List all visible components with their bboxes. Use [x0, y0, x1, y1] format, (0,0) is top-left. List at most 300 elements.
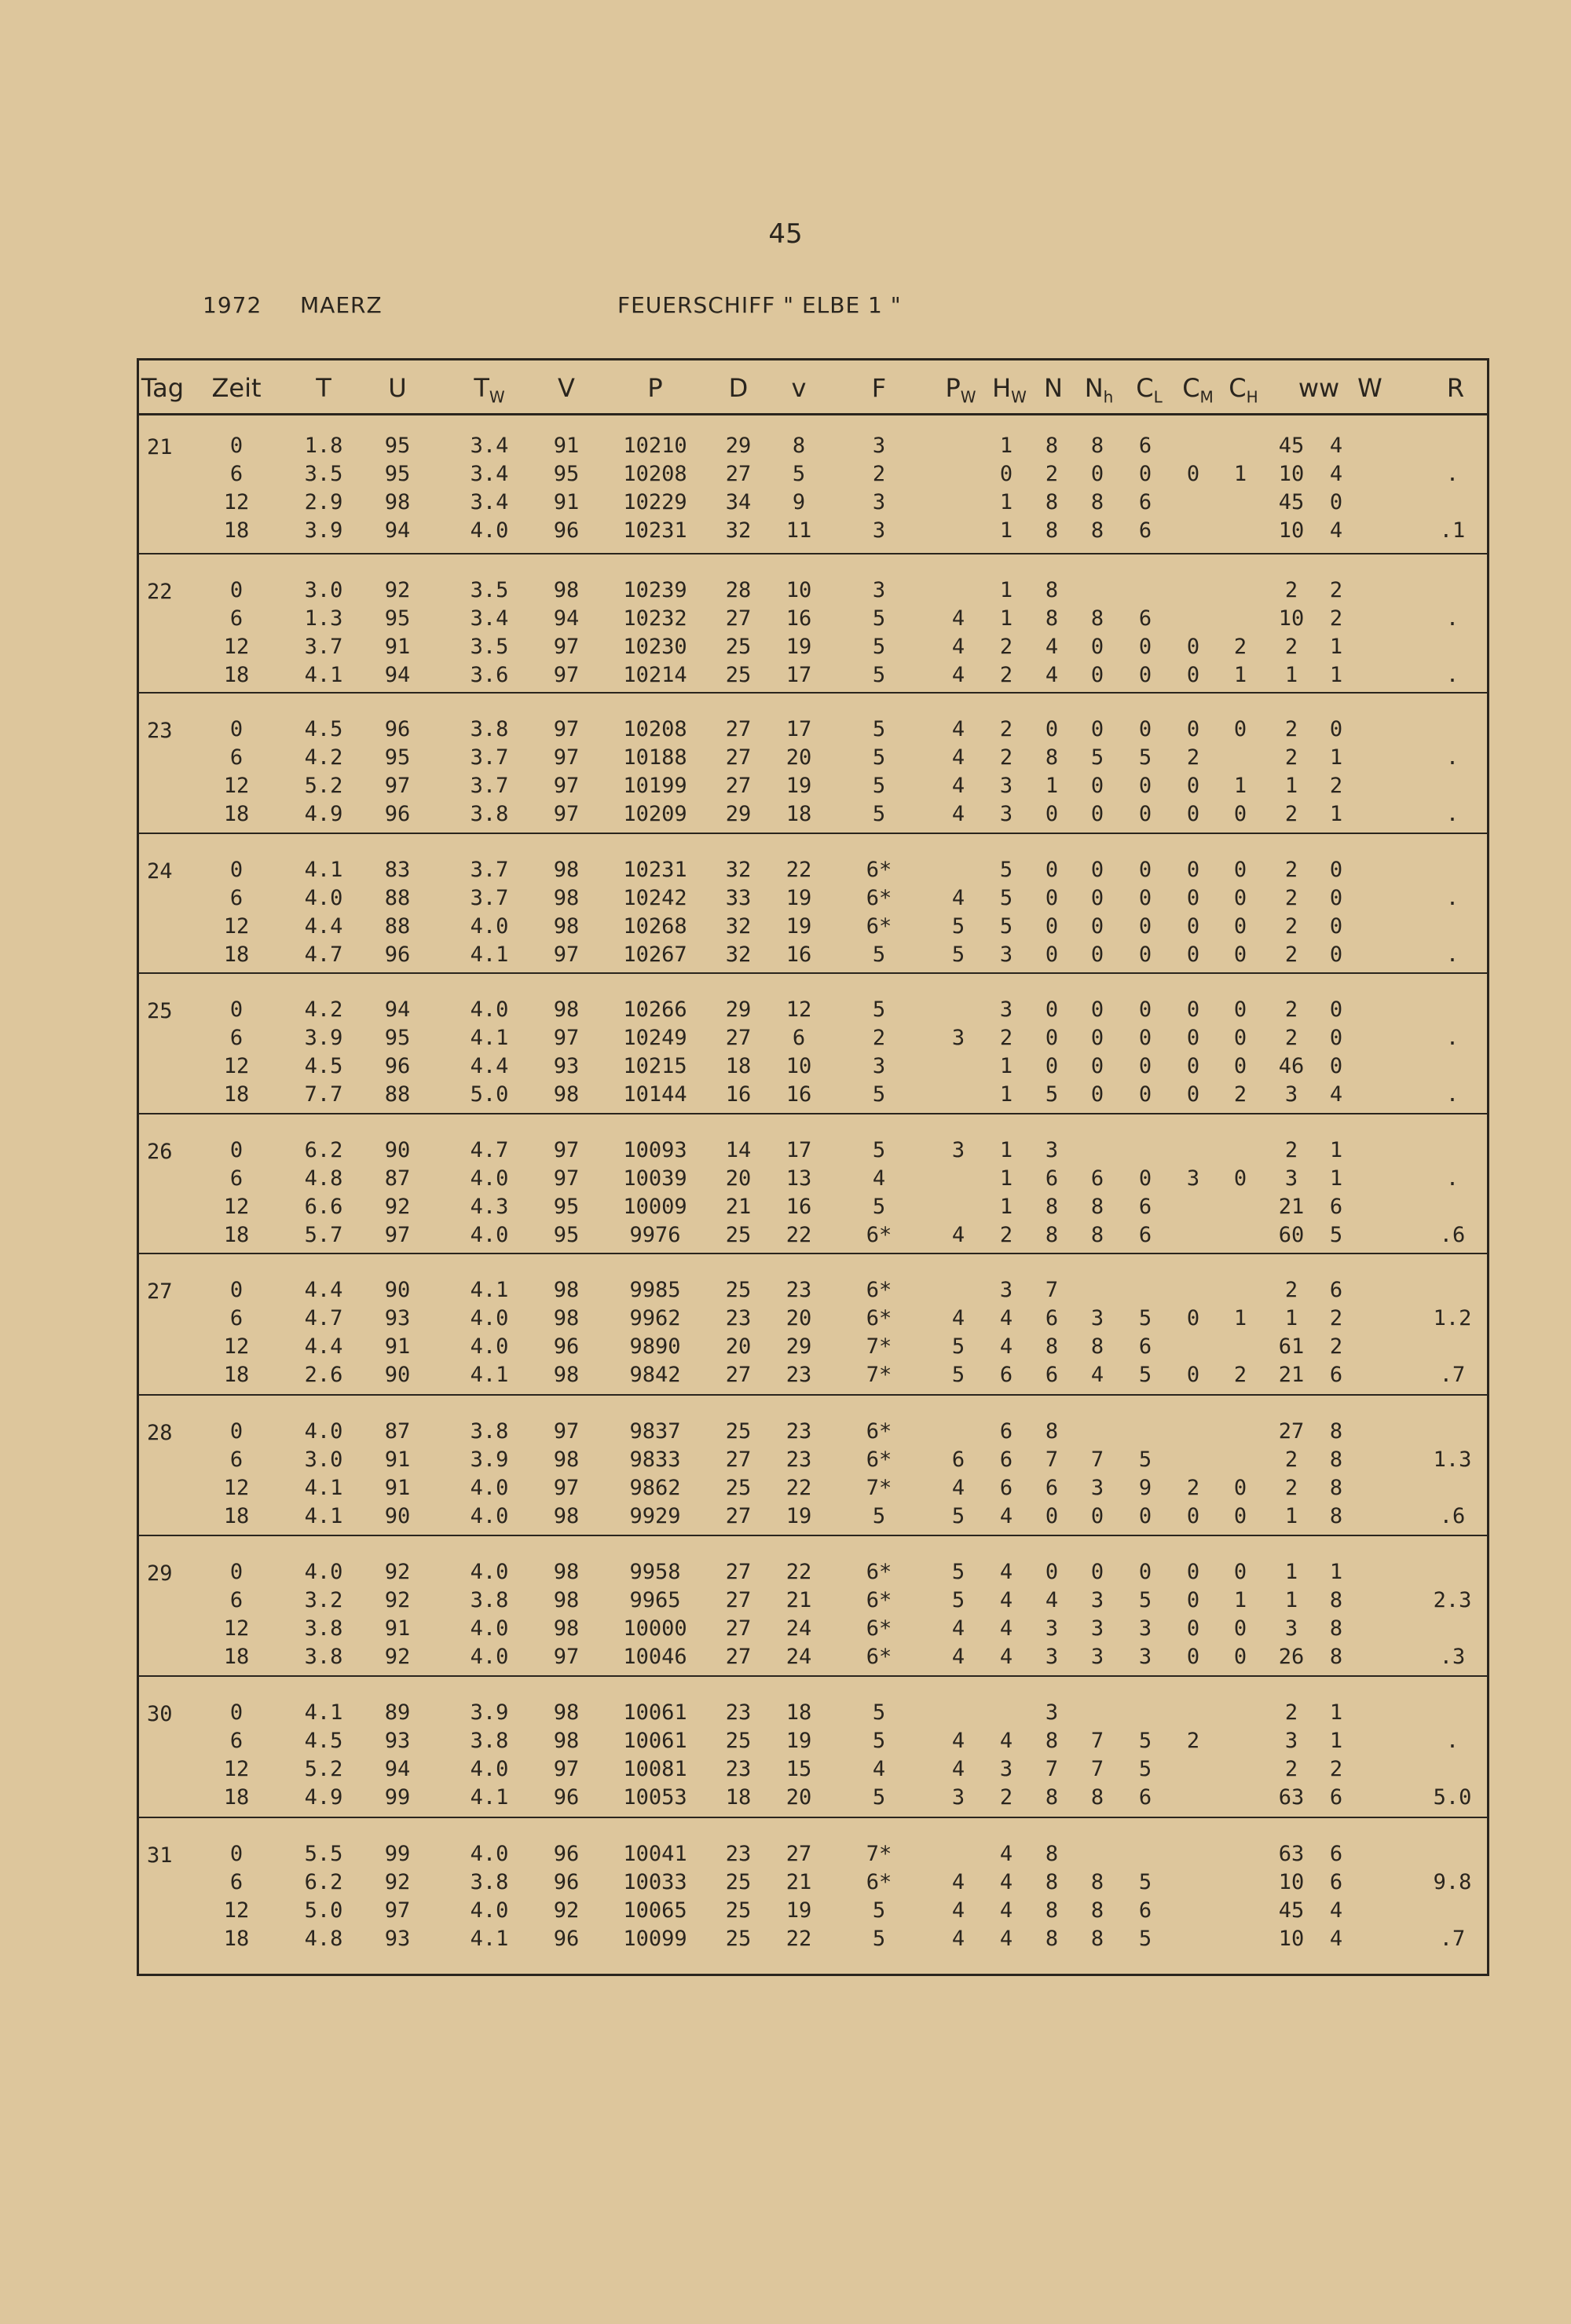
column-header-label: P	[945, 373, 961, 403]
cell-n: 4	[1045, 663, 1059, 687]
cell-t: 1.8	[304, 434, 343, 458]
cell-cm: 0	[1186, 1645, 1200, 1669]
cell-hw: 2	[999, 745, 1013, 770]
header-year: 1972	[203, 292, 262, 318]
cell-d: 25	[725, 1927, 752, 1951]
cell-p: 10053	[623, 1785, 687, 1810]
table-row	[139, 1334, 1487, 1363]
cell-w: 0	[1329, 858, 1343, 882]
table-row	[139, 663, 1487, 691]
cell-hw: 1	[999, 1166, 1013, 1191]
cell-hw: 4	[999, 1504, 1013, 1528]
cell-f: 3	[872, 490, 886, 514]
cell-ww: 10	[1278, 518, 1305, 543]
cell-tw: 3.8	[470, 1870, 509, 1894]
cell-cl: 0	[1138, 942, 1152, 967]
table-row	[139, 1447, 1487, 1476]
cell-hw: 4	[999, 1306, 1013, 1330]
cell-ww: 10	[1278, 1927, 1305, 1951]
cell-f: 5	[872, 1082, 886, 1107]
cell-f: 6*	[866, 1419, 892, 1444]
cell-ch: 0	[1233, 1026, 1247, 1050]
cell-w: 2	[1329, 606, 1343, 631]
cell-v: 13	[786, 1166, 812, 1191]
day-label: 25	[147, 999, 173, 1023]
cell-nh: 8	[1090, 1870, 1104, 1894]
cell-ch: 2	[1233, 635, 1247, 659]
cell-w: 4	[1329, 1927, 1343, 1951]
cell-ch: 2	[1233, 1363, 1247, 1387]
cell-v: 97	[553, 717, 580, 741]
cell-hw: 3	[999, 997, 1013, 1022]
cell-v: 22	[786, 1560, 812, 1584]
cell-t: 4.1	[304, 858, 343, 882]
cell-n: 8	[1045, 578, 1059, 602]
cell-cl: 0	[1138, 1560, 1152, 1584]
cell-tw: 4.0	[470, 997, 509, 1022]
cell-f: 5	[872, 635, 886, 659]
cell-r: 1.3	[1433, 1447, 1472, 1472]
cell-p: 10266	[623, 997, 687, 1022]
cell-v: 18	[786, 1700, 812, 1725]
cell-d: 28	[725, 578, 752, 602]
cell-d: 27	[725, 717, 752, 741]
table-row	[139, 942, 1487, 971]
cell-u: 91	[384, 1616, 411, 1641]
cell-cl: 6	[1138, 434, 1152, 458]
cell-ww: 45	[1278, 490, 1305, 514]
cell-p: 10239	[623, 578, 687, 602]
cell-p: 9985	[629, 1278, 681, 1302]
column-header-1	[211, 373, 261, 403]
cell-nh: 8	[1090, 1927, 1104, 1951]
cell-ww: 1	[1284, 1560, 1298, 1584]
cell-d: 25	[725, 1898, 752, 1923]
cell-w: 8	[1329, 1419, 1343, 1444]
cell-nh: 0	[1090, 1026, 1104, 1050]
cell-f: 6*	[866, 1870, 892, 1894]
cell-tw: 4.0	[470, 1223, 509, 1247]
table-row	[139, 745, 1487, 774]
cell-ch: 2	[1233, 1082, 1247, 1107]
day-block-21	[139, 410, 1487, 553]
cell-nh: 7	[1090, 1729, 1104, 1753]
cell-t: 5.2	[304, 1757, 343, 1781]
cell-pw: 5	[951, 914, 965, 939]
cell-zeit: 0	[229, 1700, 244, 1725]
cell-d: 27	[725, 1363, 752, 1387]
day-label: 28	[147, 1421, 173, 1445]
cell-w: 1	[1329, 1729, 1343, 1753]
cell-n: 4	[1045, 1588, 1059, 1612]
cell-v: 92	[553, 1898, 580, 1923]
cell-w: 0	[1329, 942, 1343, 967]
cell-ww: 2	[1284, 1700, 1298, 1725]
cell-ww: 61	[1278, 1334, 1305, 1359]
cell-zeit: 6	[229, 745, 244, 770]
column-header-label: T	[316, 373, 331, 403]
cell-cl: 6	[1138, 1223, 1152, 1247]
cell-u: 92	[384, 1560, 411, 1584]
cell-zeit: 0	[229, 858, 244, 882]
cell-cl: 5	[1138, 745, 1152, 770]
cell-v: 19	[786, 886, 812, 910]
cell-cl: 6	[1138, 1334, 1152, 1359]
cell-hw: 2	[999, 635, 1013, 659]
day-label: 29	[147, 1561, 173, 1586]
cell-cl: 0	[1138, 1026, 1152, 1050]
cell-v: 23	[786, 1447, 812, 1472]
column-header-11	[992, 373, 1027, 406]
table-row	[139, 578, 1487, 606]
cell-f: 3	[872, 578, 886, 602]
cell-u: 94	[384, 1757, 411, 1781]
cell-t: 3.7	[304, 635, 343, 659]
cell-hw: 0	[999, 462, 1013, 486]
cell-t: 6.2	[304, 1138, 343, 1162]
column-header-label: Zeit	[211, 373, 262, 403]
cell-tw: 3.5	[470, 635, 509, 659]
cell-v: 98	[553, 1306, 580, 1330]
cell-r: 1.2	[1433, 1306, 1472, 1330]
cell-ch: 0	[1233, 1054, 1247, 1078]
cell-v: 98	[553, 1700, 580, 1725]
day-block-29	[139, 1535, 1487, 1675]
cell-t: 4.8	[304, 1166, 343, 1191]
cell-ww: 2	[1284, 1757, 1298, 1781]
cell-cl: 0	[1138, 1054, 1152, 1078]
cell-p: 9929	[629, 1504, 681, 1528]
table-row	[139, 434, 1487, 462]
cell-cl: 0	[1138, 1082, 1152, 1107]
cell-n: 7	[1045, 1278, 1059, 1302]
cell-v: 97	[553, 1166, 580, 1191]
cell-cm: 0	[1186, 1363, 1200, 1387]
cell-tw: 4.0	[470, 1306, 509, 1330]
cell-cl: 6	[1138, 518, 1152, 543]
cell-hw: 5	[999, 886, 1013, 910]
cell-cl: 5	[1138, 1927, 1152, 1951]
day-label: 30	[147, 1702, 173, 1726]
cell-zeit: 12	[223, 490, 250, 514]
cell-n: 6	[1045, 1476, 1059, 1500]
cell-w: 4	[1329, 518, 1343, 543]
column-header-subscript: H	[1246, 387, 1258, 407]
table-row	[139, 1476, 1487, 1504]
cell-r: .	[1445, 1166, 1459, 1191]
cell-v: 20	[786, 745, 812, 770]
cell-f: 6*	[866, 1223, 892, 1247]
cell-tw: 4.0	[470, 914, 509, 939]
cell-ch: 0	[1233, 914, 1247, 939]
cell-f: 6*	[866, 1616, 892, 1641]
cell-r: .1	[1439, 518, 1466, 543]
table-row	[139, 1082, 1487, 1111]
cell-v: 12	[786, 997, 812, 1022]
cell-r: .	[1445, 462, 1459, 486]
cell-ww: 2	[1284, 886, 1298, 910]
cell-v: 17	[786, 1138, 812, 1162]
cell-u: 95	[384, 606, 411, 631]
cell-d: 25	[725, 1278, 752, 1302]
cell-v: 18	[786, 802, 812, 826]
cell-cm: 0	[1186, 942, 1200, 967]
cell-nh: 7	[1090, 1447, 1104, 1472]
cell-u: 87	[384, 1419, 411, 1444]
cell-ww: 21	[1278, 1363, 1305, 1387]
cell-ww: 46	[1278, 1054, 1305, 1078]
cell-cm: 2	[1186, 1476, 1200, 1500]
cell-d: 25	[725, 1419, 752, 1444]
cell-r: .	[1445, 1729, 1459, 1753]
cell-ch: 0	[1233, 997, 1247, 1022]
cell-tw: 4.3	[470, 1195, 509, 1219]
cell-tw: 3.8	[470, 1588, 509, 1612]
table-row	[139, 490, 1487, 518]
cell-p: 10099	[623, 1927, 687, 1951]
cell-u: 92	[384, 578, 411, 602]
cell-tw: 3.4	[470, 462, 509, 486]
column-header-label: W	[1357, 373, 1382, 403]
cell-f: 3	[872, 518, 886, 543]
cell-hw: 1	[999, 1138, 1013, 1162]
cell-nh: 0	[1090, 1054, 1104, 1078]
cell-v: 97	[553, 1757, 580, 1781]
cell-cl: 6	[1138, 606, 1152, 631]
cell-tw: 4.0	[470, 1898, 509, 1923]
cell-cm: 0	[1186, 1504, 1200, 1528]
cell-pw: 4	[951, 1223, 965, 1247]
cell-r: .	[1445, 745, 1459, 770]
cell-w: 8	[1329, 1504, 1343, 1528]
cell-n: 8	[1045, 1785, 1059, 1810]
cell-d: 27	[725, 1645, 752, 1669]
cell-hw: 1	[999, 578, 1013, 602]
cell-u: 95	[384, 434, 411, 458]
cell-tw: 3.6	[470, 663, 509, 687]
cell-w: 0	[1329, 914, 1343, 939]
cell-f: 4	[872, 1166, 886, 1191]
cell-zeit: 6	[229, 1306, 244, 1330]
column-header-label: Tag	[141, 373, 185, 403]
cell-pw: 6	[951, 1447, 965, 1472]
cell-v: 97	[553, 1419, 580, 1444]
cell-d: 27	[725, 1026, 752, 1050]
cell-tw: 4.0	[470, 1504, 509, 1528]
cell-p: 10208	[623, 717, 687, 741]
cell-f: 2	[872, 1026, 886, 1050]
column-header-8	[792, 373, 807, 403]
table-row	[139, 1560, 1487, 1588]
cell-d: 25	[725, 1223, 752, 1247]
cell-ww: 63	[1278, 1785, 1305, 1810]
cell-n: 3	[1045, 1700, 1059, 1725]
cell-t: 4.5	[304, 717, 343, 741]
cell-d: 33	[725, 886, 752, 910]
cell-v: 19	[786, 774, 812, 798]
cell-nh: 3	[1090, 1306, 1104, 1330]
cell-nh: 0	[1090, 914, 1104, 939]
cell-f: 6*	[866, 1588, 892, 1612]
cell-t: 3.8	[304, 1616, 343, 1641]
cell-tw: 3.4	[470, 490, 509, 514]
cell-f: 4	[872, 1757, 886, 1781]
cell-nh: 0	[1090, 886, 1104, 910]
cell-u: 88	[384, 914, 411, 939]
cell-u: 99	[384, 1842, 411, 1866]
day-block-28	[139, 1394, 1487, 1535]
header-month: MAERZ	[300, 292, 383, 318]
day-block-25	[139, 972, 1487, 1113]
cell-ww: 10	[1278, 462, 1305, 486]
column-header-label: C	[1182, 373, 1200, 403]
cell-f: 5	[872, 1138, 886, 1162]
cell-n: 0	[1045, 858, 1059, 882]
cell-zeit: 12	[223, 1195, 250, 1219]
cell-t: 4.4	[304, 1278, 343, 1302]
cell-n: 7	[1045, 1757, 1059, 1781]
cell-nh: 0	[1090, 462, 1104, 486]
cell-ch: 1	[1233, 774, 1247, 798]
cell-tw: 4.0	[470, 1645, 509, 1669]
cell-w: 8	[1329, 1645, 1343, 1669]
cell-p: 10229	[623, 490, 687, 514]
cell-tw: 4.0	[470, 1166, 509, 1191]
cell-v: 98	[553, 1082, 580, 1107]
cell-tw: 4.1	[470, 1927, 509, 1951]
cell-f: 7*	[866, 1476, 892, 1500]
cell-tw: 4.0	[470, 1757, 509, 1781]
cell-cl: 0	[1138, 462, 1152, 486]
day-block-24	[139, 833, 1487, 972]
cell-d: 27	[725, 606, 752, 631]
cell-r: .7	[1439, 1927, 1466, 1951]
cell-p: 10268	[623, 914, 687, 939]
table-row	[139, 635, 1487, 663]
cell-pw: 4	[951, 1757, 965, 1781]
cell-f: 7*	[866, 1363, 892, 1387]
cell-t: 4.9	[304, 1785, 343, 1810]
cell-nh: 8	[1090, 1223, 1104, 1247]
cell-d: 32	[725, 858, 752, 882]
cell-d: 23	[725, 1842, 752, 1866]
cell-cl: 5	[1138, 1306, 1152, 1330]
cell-p: 10214	[623, 663, 687, 687]
cell-zeit: 0	[229, 1842, 244, 1866]
cell-p: 9842	[629, 1363, 681, 1387]
cell-w: 2	[1329, 578, 1343, 602]
column-header-13	[1085, 373, 1114, 406]
cell-u: 92	[384, 1870, 411, 1894]
cell-hw: 4	[999, 1334, 1013, 1359]
cell-w: 8	[1329, 1616, 1343, 1641]
cell-hw: 3	[999, 942, 1013, 967]
table-row	[139, 886, 1487, 914]
cell-r: .	[1445, 802, 1459, 826]
cell-f: 5	[872, 1927, 886, 1951]
cell-ww: 63	[1278, 1842, 1305, 1866]
cell-w: 4	[1329, 462, 1343, 486]
cell-pw: 4	[951, 1870, 965, 1894]
table-row	[139, 1588, 1487, 1616]
cell-t: 4.1	[304, 663, 343, 687]
cell-v: 16	[786, 942, 812, 967]
cell-t: 4.9	[304, 802, 343, 826]
cell-r: .	[1445, 1082, 1459, 1107]
cell-ww: 1	[1284, 1306, 1298, 1330]
cell-cl: 0	[1138, 663, 1152, 687]
cell-p: 10210	[623, 434, 687, 458]
cell-d: 29	[725, 997, 752, 1022]
cell-cl: 5	[1138, 1729, 1152, 1753]
cell-t: 3.2	[304, 1588, 343, 1612]
cell-nh: 0	[1090, 802, 1104, 826]
cell-w: 1	[1329, 802, 1343, 826]
cell-n: 8	[1045, 1195, 1059, 1219]
cell-p: 9958	[629, 1560, 681, 1584]
cell-f: 6*	[866, 1306, 892, 1330]
cell-ch: 1	[1233, 1306, 1247, 1330]
day-block-31	[139, 1817, 1487, 1974]
cell-pw: 4	[951, 1616, 965, 1641]
cell-w: 6	[1329, 1195, 1343, 1219]
cell-d: 29	[725, 434, 752, 458]
cell-pw: 4	[951, 745, 965, 770]
cell-p: 9890	[629, 1334, 681, 1359]
cell-v: 98	[553, 1447, 580, 1472]
cell-p: 10232	[623, 606, 687, 631]
cell-zeit: 6	[229, 1729, 244, 1753]
cell-d: 25	[725, 635, 752, 659]
cell-hw: 1	[999, 1054, 1013, 1078]
cell-f: 5	[872, 1700, 886, 1725]
cell-n: 0	[1045, 1026, 1059, 1050]
cell-tw: 3.5	[470, 578, 509, 602]
cell-tw: 4.1	[470, 1278, 509, 1302]
cell-cm: 0	[1186, 886, 1200, 910]
cell-ww: 3	[1284, 1729, 1298, 1753]
cell-f: 7*	[866, 1842, 892, 1866]
cell-f: 5	[872, 942, 886, 967]
cell-tw: 3.8	[470, 1419, 509, 1444]
cell-v: 97	[553, 942, 580, 967]
column-header-9	[872, 373, 886, 403]
cell-u: 93	[384, 1306, 411, 1330]
cell-w: 4	[1329, 1898, 1343, 1923]
cell-w: 0	[1329, 717, 1343, 741]
cell-p: 10215	[623, 1054, 687, 1078]
cell-pw: 4	[951, 663, 965, 687]
cell-u: 90	[384, 1278, 411, 1302]
cell-hw: 1	[999, 434, 1013, 458]
cell-hw: 1	[999, 490, 1013, 514]
cell-t: 5.7	[304, 1223, 343, 1247]
cell-ww: 60	[1278, 1223, 1305, 1247]
cell-v: 20	[786, 1306, 812, 1330]
cell-u: 97	[384, 774, 411, 798]
cell-u: 83	[384, 858, 411, 882]
cell-n: 0	[1045, 802, 1059, 826]
cell-v: 21	[786, 1588, 812, 1612]
column-header-subscript: W	[1011, 387, 1027, 407]
cell-cm: 0	[1186, 1616, 1200, 1641]
cell-n: 8	[1045, 1870, 1059, 1894]
cell-n: 8	[1045, 1898, 1059, 1923]
cell-nh: 8	[1090, 1785, 1104, 1810]
cell-zeit: 6	[229, 1588, 244, 1612]
cell-pw: 5	[951, 1334, 965, 1359]
cell-zeit: 18	[223, 942, 250, 967]
